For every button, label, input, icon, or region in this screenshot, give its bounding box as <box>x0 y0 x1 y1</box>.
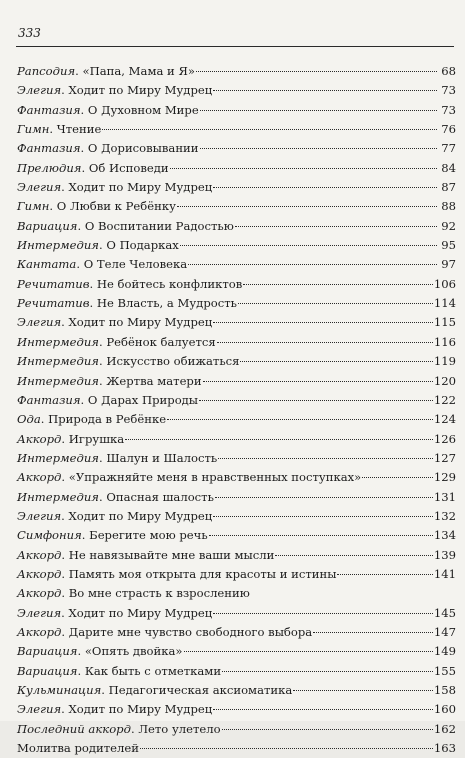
genre-separator: . <box>99 450 107 465</box>
genre-separator: . <box>80 141 88 156</box>
toc-entry-genre: Элегия <box>17 702 62 717</box>
toc-entry <box>17 81 456 100</box>
toc-entry-genre: Вариация <box>17 218 78 233</box>
toc-entry-genre: Аккорд <box>17 586 62 601</box>
toc-entry-title: Дарите мне чувство свободного выбора <box>68 624 313 639</box>
toc-entry-title: Не Власть, а Мудрость <box>96 296 237 311</box>
toc-entry-genre: Симфония <box>17 528 82 543</box>
toc-entry-page: 163 <box>433 741 456 756</box>
genre-separator: . <box>49 199 57 214</box>
toc-entry-page: 162 <box>433 721 456 736</box>
genre-separator: . <box>80 392 88 407</box>
toc-entry <box>17 410 456 429</box>
toc-entry-title: Лето улетело <box>138 721 221 736</box>
toc-entry-page: 106 <box>433 276 456 291</box>
toc-entry <box>17 584 456 603</box>
toc-entry-page: 114 <box>433 296 456 311</box>
dot-leader <box>222 729 433 730</box>
toc-entry-text <box>17 642 183 661</box>
toc-entry-genre: Интермедия <box>17 238 99 253</box>
toc-entry-text <box>17 526 208 545</box>
toc-entry-page: 139 <box>433 547 456 562</box>
dot-leader <box>213 187 437 188</box>
toc-entry-page: 149 <box>433 644 456 659</box>
toc-entry <box>17 681 456 700</box>
toc-entry-genre: Последний аккорд <box>17 721 131 736</box>
toc-entry-text <box>17 604 212 623</box>
toc-entry-title: Жертва матери <box>106 373 202 388</box>
toc-entry-page: 129 <box>433 470 456 485</box>
toc-entry <box>17 62 456 81</box>
toc-entry-title: О Любви к Ребёнку <box>56 199 176 214</box>
dot-leader <box>213 516 433 517</box>
toc-entry-page: 115 <box>433 315 456 330</box>
toc-entry-text <box>17 120 101 139</box>
toc-entry-text <box>17 507 212 526</box>
toc-entry-genre: Фантазия <box>17 102 81 117</box>
dot-leader <box>203 381 433 382</box>
toc-entry-genre: Элегия <box>17 180 62 195</box>
toc-entry-text <box>17 681 292 700</box>
toc-entry-page: 122 <box>433 392 456 407</box>
toc-entry <box>17 255 456 274</box>
toc-entry-title: Чтение <box>56 122 102 137</box>
toc-entry <box>17 352 456 371</box>
toc-entry-page: 145 <box>433 605 456 620</box>
genre-separator: . <box>75 64 83 78</box>
dot-leader <box>200 110 437 111</box>
dot-leader <box>240 361 432 362</box>
toc-entry-title: «Упражняйте меня в нравственных поступках» <box>68 470 362 485</box>
toc-entry-genre: Прелюдия <box>17 160 82 175</box>
toc-entry-text <box>17 255 187 274</box>
toc-entry-genre: Вариация <box>17 663 78 678</box>
toc-entry-page: 73 <box>441 102 456 117</box>
toc-entry-text <box>17 662 221 681</box>
dot-leader <box>213 613 433 614</box>
toc-entry-title: О Духовном Мире <box>87 102 199 117</box>
dot-leader <box>125 439 433 440</box>
toc-entry <box>17 662 456 681</box>
toc-entry-text <box>17 197 176 216</box>
genre-separator: . <box>61 586 69 601</box>
toc-entry-genre: Аккорд <box>17 547 62 562</box>
toc-entry-page: 87 <box>441 180 456 195</box>
genre-separator: . <box>101 683 109 697</box>
toc-entry-page: 119 <box>433 354 456 369</box>
genre-separator: . <box>61 431 69 446</box>
toc-entry <box>17 507 456 526</box>
dot-leader <box>275 555 433 556</box>
toc-entry <box>17 391 456 410</box>
toc-entry-genre: Элегия <box>17 508 62 523</box>
toc-entry-title: О Дарах Природы <box>87 392 199 407</box>
genre-separator: . <box>81 528 90 543</box>
toc-entry <box>17 139 456 158</box>
genre-separator: . <box>61 315 69 330</box>
toc-entry-genre: Фантазия <box>17 141 81 156</box>
toc-entry-page: 132 <box>433 508 456 523</box>
toc-entry-genre: Интермедия <box>17 334 99 349</box>
toc-entry-title: Об Исповеди <box>88 160 169 175</box>
toc-entry-page: 160 <box>433 702 456 717</box>
toc-entry-title: Шалун и Шалость <box>106 450 218 465</box>
toc-entry-title: Ходит по Миру Мудрец <box>68 508 213 523</box>
genre-separator: . <box>99 489 107 504</box>
toc-entry-genre: Гимн <box>17 122 50 137</box>
toc-entry-text <box>17 236 179 255</box>
toc-entry-text <box>17 449 217 468</box>
toc-entry-title: Во мне страсть к взрослению <box>68 586 250 601</box>
genre-separator: . <box>61 702 69 717</box>
dot-leader <box>180 245 437 246</box>
genre-separator: . <box>40 412 49 427</box>
genre-separator: . <box>77 218 85 233</box>
genre-separator: . <box>76 257 84 272</box>
toc-entry <box>17 120 456 139</box>
toc-entry-text <box>17 217 234 236</box>
toc-entry-text <box>17 275 242 294</box>
toc-entry-text <box>17 178 212 197</box>
toc-entry-genre: Интермедия <box>17 489 99 504</box>
toc-entry-page: 95 <box>441 238 456 253</box>
toc-entry-page: 68 <box>441 64 456 78</box>
toc-entry-genre: Аккорд <box>17 624 62 639</box>
toc-entry-page: 141 <box>433 566 456 581</box>
toc-entry-title: О Подарках <box>106 238 179 253</box>
dot-leader <box>313 632 433 633</box>
toc-entry-page: 120 <box>433 373 456 388</box>
genre-separator: . <box>61 566 69 581</box>
genre-separator: . <box>61 180 69 195</box>
toc-entry <box>17 430 456 449</box>
genre-separator: . <box>99 238 107 253</box>
toc-entry-genre: Ода <box>17 412 41 427</box>
page-number: 333 <box>18 26 41 40</box>
toc-entry-page: 73 <box>441 83 456 98</box>
toc-entry-title: Не навязывайте мне ваши мысли <box>68 547 275 562</box>
dot-leader <box>293 690 433 691</box>
toc-entry-text <box>17 139 199 158</box>
toc-entry-genre: Речитатив <box>17 296 90 311</box>
toc-entry-title: Ходит по Миру Мудрец <box>68 83 213 98</box>
toc-entry-title: О Дорисовывании <box>87 141 199 156</box>
dot-leader <box>222 671 433 672</box>
genre-separator: . <box>99 334 107 349</box>
dot-leader <box>337 574 432 575</box>
toc-entry-genre: Кульминация <box>17 683 102 697</box>
toc-entry-title: Игрушка <box>68 431 125 446</box>
genre-separator: . <box>61 624 69 639</box>
toc-entry-genre: Интермедия <box>17 450 99 465</box>
dot-leader <box>213 709 433 710</box>
dot-leader <box>199 400 433 401</box>
toc-entry-title: Педагогическая аксиоматика <box>108 683 293 697</box>
toc-entry <box>17 604 456 623</box>
genre-separator: . <box>89 276 97 291</box>
toc-entry-page: 127 <box>433 450 456 465</box>
toc-entry <box>17 488 456 507</box>
genre-separator: . <box>81 160 89 175</box>
toc-entry <box>17 275 456 294</box>
genre-separator: . <box>99 354 107 369</box>
toc-entry-page: 124 <box>433 412 456 427</box>
toc-entry-title: Молитва родителей <box>17 741 139 756</box>
dot-leader <box>238 303 433 304</box>
toc-entry-title: Не бойтесь конфликтов <box>96 276 243 291</box>
toc-entry <box>17 623 456 642</box>
toc-entry-genre: Интермедия <box>17 373 99 388</box>
toc-entry-page: 88 <box>441 199 456 214</box>
toc-entry-text <box>17 372 202 391</box>
toc-entry-title: Ходит по Миру Мудрец <box>68 702 213 717</box>
toc-entry-title: О Теле Человека <box>83 257 188 272</box>
toc-entry <box>17 720 456 739</box>
genre-separator: . <box>130 721 139 736</box>
toc-entry-title: Опасная шалость <box>106 489 214 504</box>
toc-entry-genre: Элегия <box>17 83 62 98</box>
toc-entry-text <box>17 700 212 719</box>
toc-entry-title: Как быть с отметками <box>84 663 222 678</box>
toc-entry-genre: Вариация <box>17 644 78 659</box>
dot-leader <box>235 226 437 227</box>
toc-entry <box>17 372 456 391</box>
genre-separator: . <box>61 83 69 98</box>
toc-entry-page: 116 <box>433 334 456 349</box>
genre-separator: . <box>77 663 85 678</box>
toc-entry-title: О Воспитании Радостью <box>84 218 234 233</box>
toc-entry-genre: Аккорд <box>17 566 62 581</box>
toc-entry-title: Ходит по Миру Мудрец <box>68 180 213 195</box>
toc-entry-genre: Фантазия <box>17 392 81 407</box>
dot-leader <box>217 342 433 343</box>
toc-entry-title: Природа в Ребёнке <box>48 412 167 427</box>
toc-entry-title: «Опять двойка» <box>84 644 183 659</box>
toc-entry-text <box>17 488 214 507</box>
toc-entry-title: Память моя открыта для красоты и истины <box>68 566 337 581</box>
toc-entry-text <box>17 333 216 352</box>
toc-entry-title: Ходит по Миру Мудрец <box>68 605 213 620</box>
toc-entry-page: 92 <box>441 218 456 233</box>
toc-entry-genre: Элегия <box>17 315 62 330</box>
toc-entry-title: «Папа, Мама и Я» <box>82 64 195 78</box>
dot-leader <box>167 419 433 420</box>
table-of-contents <box>17 62 456 758</box>
toc-entry-page: 131 <box>433 489 456 504</box>
toc-entry-text <box>17 391 198 410</box>
toc-entry <box>17 526 456 545</box>
dot-leader <box>209 535 433 536</box>
toc-entry-page: 126 <box>433 431 456 446</box>
genre-separator: . <box>80 102 88 117</box>
toc-entry <box>17 101 456 120</box>
toc-entry-text <box>17 313 212 332</box>
toc-entry-page: 158 <box>433 683 456 697</box>
genre-separator: . <box>61 605 69 620</box>
toc-entry <box>17 159 456 178</box>
toc-entry <box>17 333 456 352</box>
toc-entry-text <box>17 739 139 758</box>
toc-entry-text <box>17 565 336 584</box>
toc-entry-genre: Кантата <box>17 257 77 272</box>
toc-entry-text <box>17 584 250 603</box>
toc-entry <box>17 236 456 255</box>
toc-entry-page: 84 <box>441 160 456 175</box>
toc-entry <box>17 700 456 719</box>
toc-entry-title: Берегите мою речь <box>89 528 208 543</box>
toc-entry-genre: Элегия <box>17 605 62 620</box>
toc-entry <box>17 294 456 313</box>
toc-entry-text <box>17 352 239 371</box>
toc-entry-genre: Интермедия <box>17 354 99 369</box>
toc-entry-page: 155 <box>433 663 456 678</box>
dot-leader <box>362 477 433 478</box>
toc-entry-genre: Рапсодия <box>17 64 76 78</box>
toc-entry-text <box>17 81 212 100</box>
toc-entry-genre: Аккорд <box>17 470 62 485</box>
toc-entry <box>17 565 456 584</box>
toc-entry <box>17 449 456 468</box>
toc-entry-text <box>17 101 199 120</box>
toc-entry-text <box>17 430 124 449</box>
toc-entry-page: 77 <box>441 141 456 156</box>
toc-entry <box>17 197 456 216</box>
toc-entry <box>17 468 456 487</box>
toc-entry-text <box>17 410 166 429</box>
toc-entry-page: 147 <box>433 624 456 639</box>
toc-entry <box>17 739 456 758</box>
dot-leader <box>170 168 437 169</box>
dot-leader <box>184 651 433 652</box>
toc-entry-text <box>17 546 274 565</box>
dot-leader <box>200 148 437 149</box>
genre-separator: . <box>61 547 69 562</box>
dot-leader <box>102 129 437 130</box>
dot-leader <box>218 458 433 459</box>
dot-leader <box>177 206 437 207</box>
genre-separator: . <box>77 644 85 659</box>
toc-entry-text <box>17 623 312 642</box>
toc-entry-genre: Гимн <box>17 199 50 214</box>
dot-leader <box>243 284 433 285</box>
toc-entry-text <box>17 720 221 739</box>
genre-separator: . <box>89 296 97 311</box>
toc-entry <box>17 217 456 236</box>
toc-entry-text <box>17 294 237 313</box>
dot-leader <box>140 748 433 749</box>
toc-entry <box>17 642 456 661</box>
page-header <box>16 22 454 47</box>
toc-entry-text <box>17 159 169 178</box>
toc-entry <box>17 313 456 332</box>
dot-leader <box>215 497 433 498</box>
toc-entry-title: Искусство обижаться <box>106 354 240 369</box>
toc-entry-text <box>17 468 361 487</box>
dot-leader <box>196 71 437 72</box>
toc-entry-title: Ребёнок балуется <box>106 334 216 349</box>
toc-entry-page: 97 <box>441 257 456 272</box>
toc-entry-title: Ходит по Миру Мудрец <box>68 315 213 330</box>
genre-separator: . <box>49 122 57 137</box>
dot-leader <box>213 90 437 91</box>
toc-entry <box>17 546 456 565</box>
genre-separator: . <box>61 470 69 485</box>
genre-separator: . <box>61 508 69 523</box>
toc-entry-genre: Аккорд <box>17 431 62 446</box>
toc-entry-page: 134 <box>433 528 456 543</box>
toc-entry <box>17 178 456 197</box>
dot-leader <box>213 322 433 323</box>
toc-entry-text <box>17 62 195 81</box>
toc-entry-genre: Речитатив <box>17 276 90 291</box>
toc-entry-page: 76 <box>441 122 456 137</box>
dot-leader <box>188 264 437 265</box>
genre-separator: . <box>99 373 107 388</box>
